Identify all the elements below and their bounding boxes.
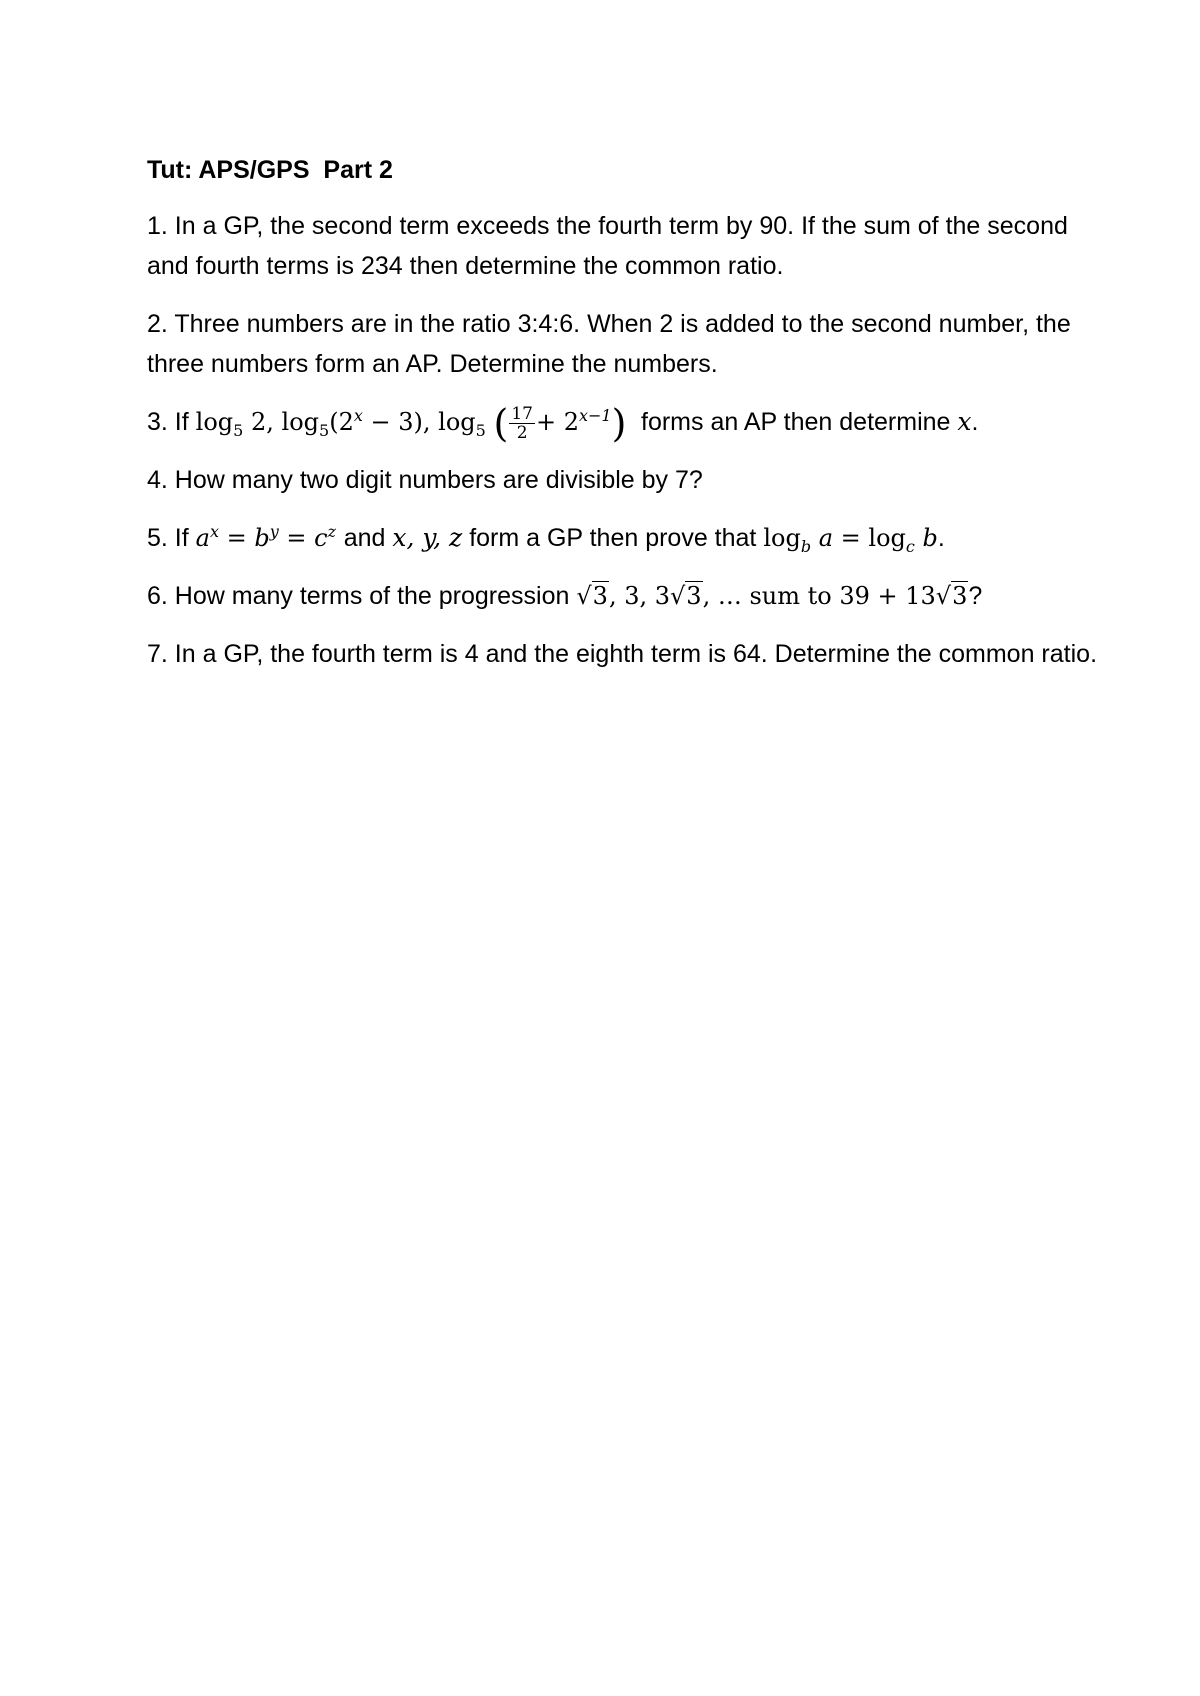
q6-progression: √3, 3, 3√3, … sum to 39 + 13√3 <box>576 582 968 610</box>
sqrt-symbol: √3 <box>670 582 702 610</box>
question-4: 4. How many two digit numbers are divisible by 7? <box>147 466 703 494</box>
sqrt-symbol: √3 <box>935 582 968 610</box>
sqrt-symbol: √3 <box>576 582 608 610</box>
q5-vars: x, y, z <box>392 523 463 552</box>
q6-prefix: 6. How many terms of the progression <box>147 582 570 610</box>
q5-equation: $a^x = b^y = c^z$ <box>195 522 337 552</box>
q3-log-term-1: $\log_5 2$, <box>195 408 274 440</box>
document-title: Tut: APS/GPS Part 2 <box>147 156 393 184</box>
question-7: 7. In a GP, the fourth term is 4 and the eighth term is 64. Determine the common ratio. <box>147 640 1098 668</box>
fraction: $\frac{17}{2}$ <box>511 404 533 443</box>
q3-prefix: 3. If <box>147 408 189 436</box>
document-content <box>147 150 1097 692</box>
right-paren: ) <box>611 401 627 446</box>
q3-log-term-2: $\log_5(2^x - 3)$, <box>281 406 431 440</box>
question-1: 1. In a GP, the second term exceeds the fourth term by 90. If the sum of the second and fourth terms is 234 then determine the common ratio. <box>147 212 1068 280</box>
q3-log-term-3: $\log_5$ ( $\frac{17}{2}$ + $2^{x-1}$) <box>438 401 627 446</box>
q5-log-identity: $\log_b a = \log_c b$ <box>763 524 938 556</box>
q5-prefix: 5. If <box>147 524 189 552</box>
question-5: 5. If $a^x = b^y = c^z$ and x, y, z form a GP then prove that $\log_b a = \log_c b$. <box>147 522 945 556</box>
question-3: 3. If $\log_5 2$, $\log_5(2^x - 3)$, $\log_5$ ( $\frac{17}{2}$ + $2^{x-1}$) forms an AP then determine x. <box>147 401 979 446</box>
question-6: 6. How many terms of the progression √3, 3, 3√3, … sum to 39 + 13√3? <box>147 576 1097 616</box>
question-2: 2. Three numbers are in the ratio 3:4:6. When 2 is added to the second number, the three numbers form an AP. Determine the numbers. <box>147 310 1071 378</box>
left-paren: ( <box>493 401 509 446</box>
q3-var: x <box>957 407 972 436</box>
q3-suffix: forms an AP then determine <box>641 408 951 436</box>
